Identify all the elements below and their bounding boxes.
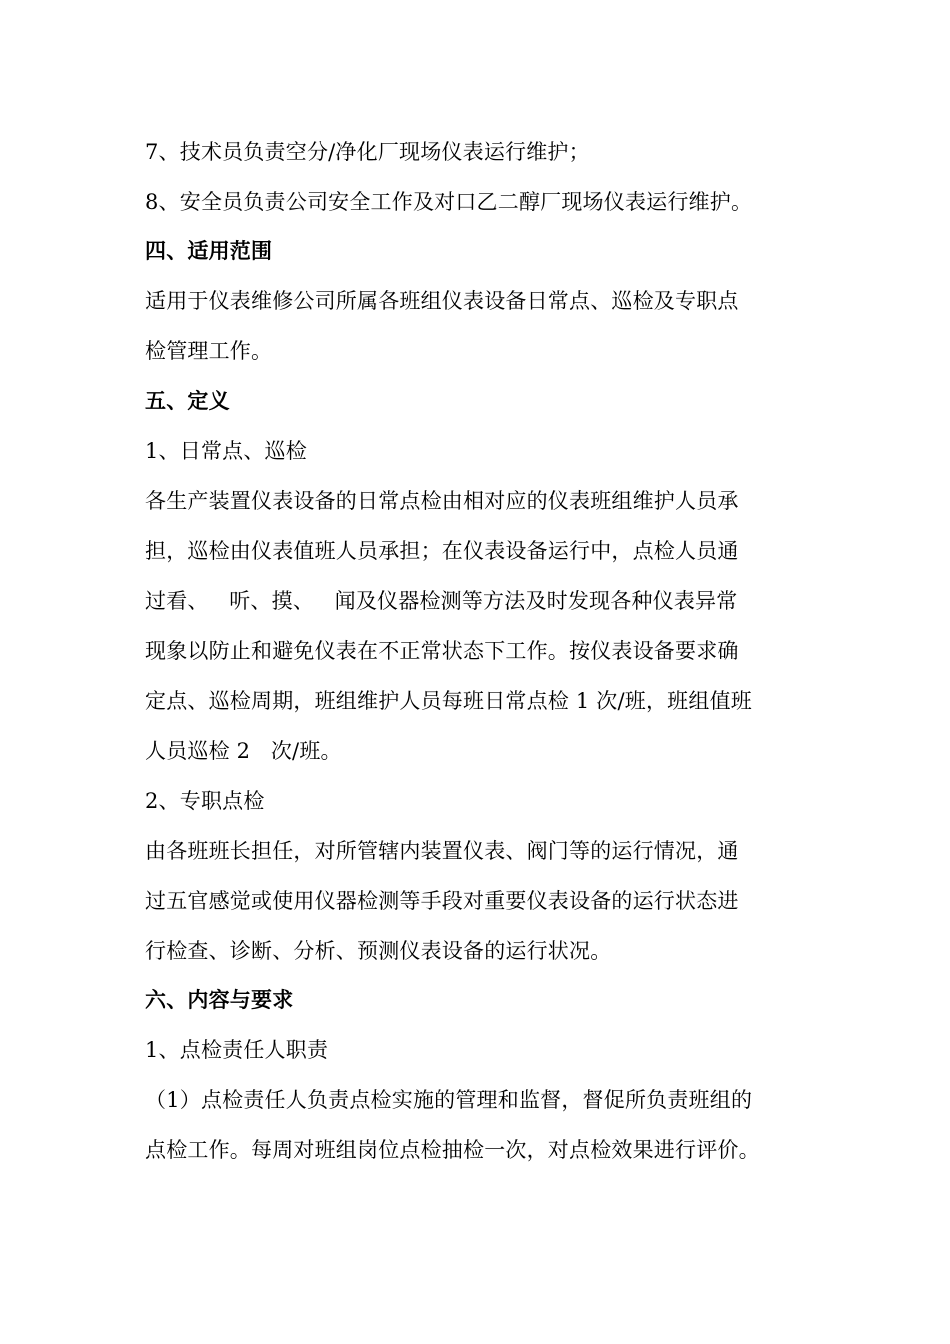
- daily-inspection-line-1: 各生产装置仪表设备的日常点检由相对应的仪表班组维护人员承: [145, 489, 739, 513]
- subsection-responsibilities: 1、点检责任人职责: [145, 1038, 329, 1062]
- section-4-heading: 四、适用范围: [145, 239, 273, 263]
- item-8-safety-officer: 8、安全员负责公司安全工作及对口乙二醇厂现场仪表运行维护。: [145, 190, 753, 214]
- dedicated-inspection-line-1: 由各班班长担任，对所管辖内装置仪表、阀门等的运行情况，通: [145, 839, 739, 863]
- item-7-technician: 7、技术员负责空分/净化厂现场仪表运行维护；: [145, 140, 590, 164]
- daily-inspection-line-5: 定点、巡检周期，班组维护人员每班日常点检 1 次/班，班组值班: [145, 689, 752, 713]
- responsibility-item-1-line-1: （1）点检责任人负责点检实施的管理和监督，督促所负责班组的: [145, 1088, 753, 1112]
- subsection-daily-inspection: 1、日常点、巡检: [145, 439, 307, 463]
- responsibility-item-1-line-2: 点检工作。每周对班组岗位点检抽检一次，对点检效果进行评价。: [145, 1138, 760, 1162]
- scope-paragraph-line-2: 检管理工作。: [145, 339, 273, 363]
- scope-paragraph-line-1: 适用于仪表维修公司所属各班组仪表设备日常点、巡检及专职点: [145, 289, 739, 313]
- dedicated-inspection-line-3: 行检查、诊断、分析、预测仪表设备的运行状况。: [145, 939, 612, 963]
- subsection-dedicated-inspection: 2、专职点检: [145, 789, 265, 813]
- daily-inspection-line-2: 担，巡检由仪表值班人员承担；在仪表设备运行中，点检人员通: [145, 539, 739, 563]
- dedicated-inspection-line-2: 过五官感觉或使用仪器检测等手段对重要仪表设备的运行状态进: [145, 889, 739, 913]
- daily-inspection-line-6: 人员巡检 2 次/班。: [145, 739, 342, 763]
- section-6-heading: 六、内容与要求: [145, 988, 294, 1012]
- section-5-heading: 五、定义: [145, 389, 230, 413]
- daily-inspection-line-4: 现象以防止和避免仪表在不正常状态下工作。按仪表设备要求确: [145, 639, 739, 663]
- daily-inspection-line-3: 过看、 听、摸、 闻及仪器检测等方法及时发现各种仪表异常: [145, 589, 738, 613]
